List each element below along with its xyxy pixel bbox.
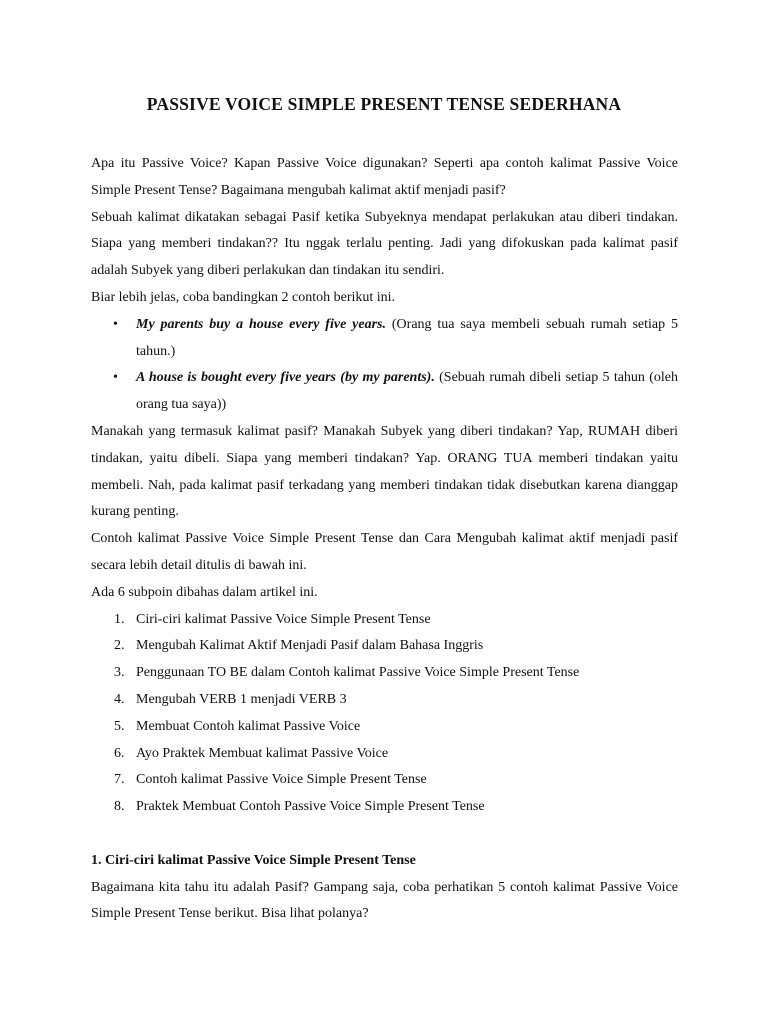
toc-item-text: Mengubah Kalimat Aktif Menjadi Pasif dalam Bahasa Inggris (136, 638, 484, 654)
paragraph-passive-definition: Sebuah kalimat dikatakan sebagai Pasif ketika Subyeknya mendapat perlakukan atau diberi tindakan. Siapa yang memberi tindakan?? Itu nggak terlalu penting. Jadi yang difokuskan pada kalimat pasif adalah Subyek yang diberi perlakukan dan tindakan itu sendiri. (91, 209, 678, 279)
toc-item-number: 8. (114, 799, 125, 815)
toc-item (91, 741, 678, 768)
toc-item-number: 4. (114, 691, 125, 707)
table-of-contents-list (91, 607, 678, 821)
paragraph-compare-examples: Biar lebih jelas, coba bandingkan 2 contoh berikut ini. (91, 289, 396, 305)
toc-item (91, 794, 678, 821)
toc-item-text: Ayo Praktek Membuat kalimat Passive Voice (136, 745, 389, 761)
page-title: PASSIVE VOICE SIMPLE PRESENT TENSE SEDERHANA (146, 94, 622, 114)
bullet-item-passive-example (91, 365, 678, 419)
section-heading: 1. Ciri-ciri kalimat Passive Voice Simple Present Tense (91, 852, 416, 868)
toc-item (91, 660, 678, 687)
toc-item-number: 3. (114, 665, 125, 681)
bullet-icon: • (113, 316, 118, 332)
paragraph-intro-questions: Apa itu Passive Voice? Kapan Passive Voice digunakan? Seperti apa contoh kalimat Passive Voice Simple Present Tense? Bagaimana mengubah kalimat aktif menjadi pasif? (91, 156, 678, 198)
example-bullet-list (91, 312, 678, 419)
toc-item-number: 1. (114, 611, 125, 627)
bullet-icon: • (113, 370, 118, 386)
toc-item-text: Penggunaan TO BE dalam Contoh kalimat Passive Voice Simple Present Tense (136, 665, 580, 681)
toc-item (91, 767, 678, 794)
toc-item-number: 6. (114, 745, 125, 761)
toc-item-text: Mengubah VERB 1 menjadi VERB 3 (136, 691, 347, 707)
paragraph-subpoints-intro: Ada 6 subpoin dibahas dalam artikel ini. (91, 584, 318, 600)
toc-item (91, 633, 678, 660)
active-sentence-example: My parents buy a house every five years. (136, 316, 386, 332)
active-sentence-translation: (Orang tua saya membeli sebuah rumah setiap 5 tahun.) (136, 316, 678, 359)
document-body (91, 151, 678, 928)
toc-item (91, 607, 678, 634)
toc-item-number: 2. (114, 638, 125, 654)
paragraph-details-below: Contoh kalimat Passive Voice Simple Present Tense dan Cara Mengubah kalimat aktif menjadi pasif secara lebih detail ditulis di bawah ini. (91, 531, 678, 573)
passive-sentence-translation: (Sebuah rumah dibeli setiap 5 tahun (oleh orang tua saya)) (136, 370, 678, 413)
toc-item-text: Praktek Membuat Contoh Passive Voice Simple Present Tense (136, 799, 485, 815)
toc-item-number: 5. (114, 718, 125, 734)
toc-item-text: Contoh kalimat Passive Voice Simple Present Tense (136, 772, 427, 788)
bullet-item-active-example (91, 312, 678, 366)
toc-item (91, 714, 678, 741)
toc-item-text: Membuat Contoh kalimat Passive Voice (136, 718, 361, 734)
passive-sentence-example: A house is bought every five years (by my parents). (136, 370, 435, 386)
toc-item-text: Ciri-ciri kalimat Passive Voice Simple Present Tense (136, 611, 431, 627)
toc-item (91, 687, 678, 714)
toc-item-number: 7. (114, 772, 125, 788)
paragraph-section1-intro: Bagaimana kita tahu itu adalah Pasif? Gampang saja, coba perhatikan 5 contoh kalimat Passive Voice Simple Present Tense berikut. Bisa lihat polanya? (91, 879, 678, 922)
paragraph-explanation: Manakah yang termasuk kalimat pasif? Manakah Subyek yang diberi tindakan? Yap, RUMAH diberi tindakan, yaitu dibeli. Siapa yang memberi tindakan? Yap. ORANG TUA memberi tindakan yaitu membeli. Nah, pada kalimat pasif terkadang yang memberi tindakan tidak disebutkan karena dianggap kurang penting. (91, 423, 678, 520)
